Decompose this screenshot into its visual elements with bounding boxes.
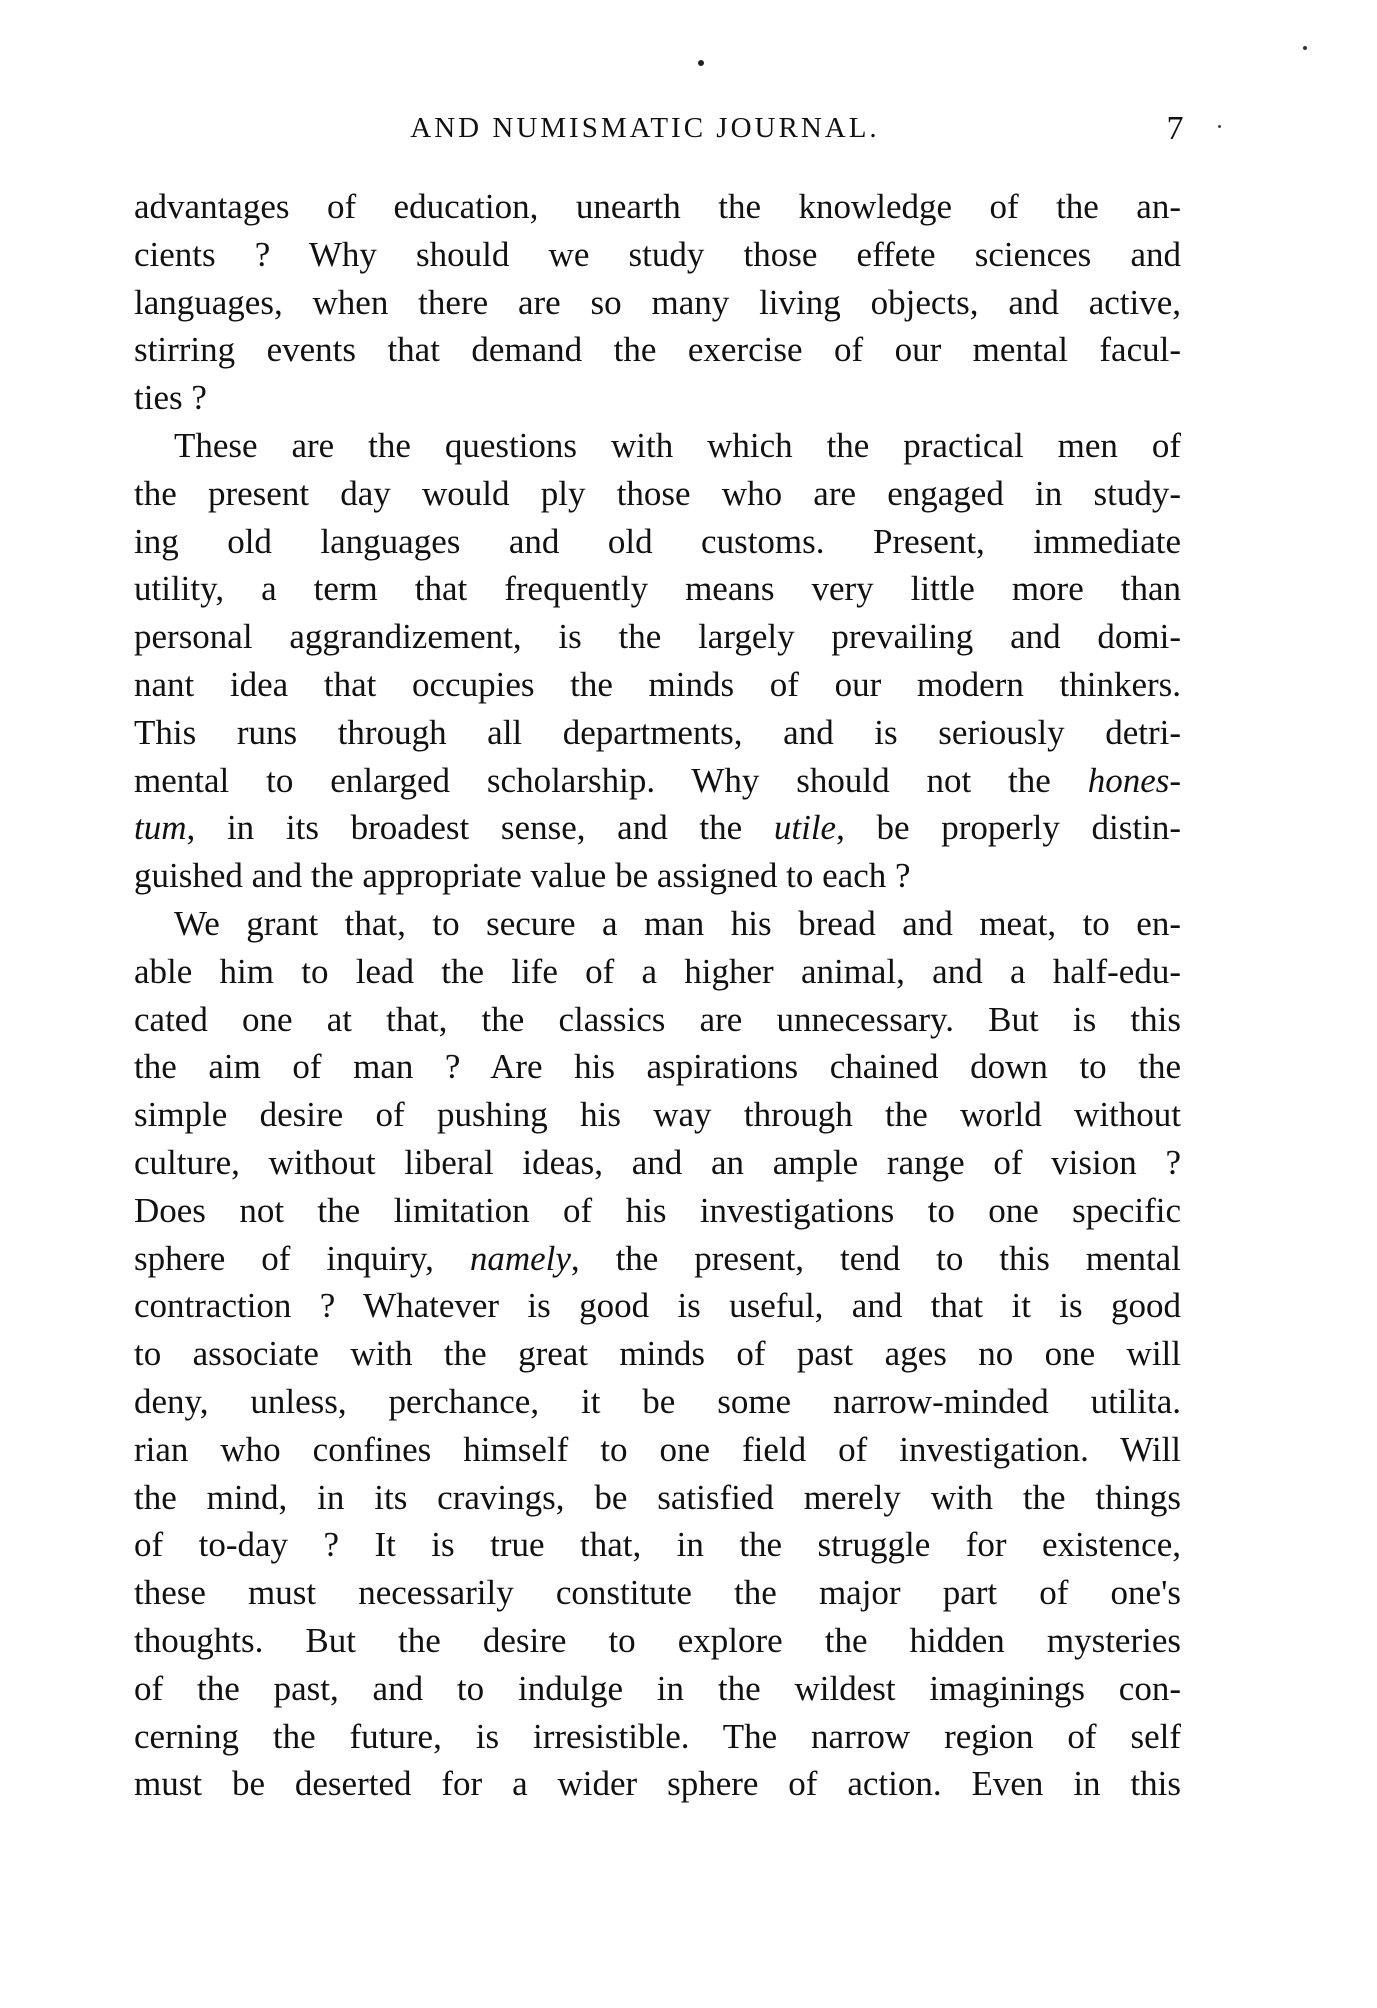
text-line xyxy=(134,1426,1181,1474)
text-line xyxy=(134,613,1181,661)
text-line xyxy=(134,279,1181,327)
text-segment: the mind, in its cravings, be satisfied merely with the things xyxy=(134,1477,1181,1517)
text-line xyxy=(134,1474,1181,1522)
text-line xyxy=(134,757,1181,805)
text-line xyxy=(134,183,1181,231)
text-line xyxy=(134,1760,1181,1808)
text-line xyxy=(134,1187,1181,1235)
text-segment: cients ? Why should we study those effete sciences and xyxy=(134,234,1181,274)
text-line xyxy=(134,326,1181,374)
text-segment: advantages of education, unearth the knowledge of the an- xyxy=(134,187,1181,226)
text-line xyxy=(134,1043,1181,1091)
italic-text: utile xyxy=(773,808,837,848)
text-line xyxy=(134,1378,1181,1426)
ink-speck xyxy=(1303,46,1307,50)
text-segment: of to-day ? It is true that, in the struggle for existence, xyxy=(134,1525,1181,1565)
text-segment: deny, unless, perchance, it be some narrow-minded utilita. xyxy=(134,1381,1181,1421)
text-segment: rian who confines himself to one field of investigation. Will xyxy=(134,1429,1181,1469)
text-segment: these must necessarily constitute the major part of one's xyxy=(134,1573,1181,1613)
text-line xyxy=(134,1521,1181,1569)
text-segment: simple desire of pushing his way through the world without xyxy=(134,1095,1181,1135)
text-line xyxy=(134,661,1181,709)
text-line xyxy=(134,1665,1181,1713)
text-line xyxy=(134,422,1181,470)
text-segment: , in its broadest sense, and the xyxy=(186,808,774,848)
italic-text: namely xyxy=(469,1238,571,1278)
text-segment: mental to enlarged scholarship. Why should not the xyxy=(134,760,1088,800)
text-segment: cerning the future, is irresistible. The narrow region of self xyxy=(134,1716,1181,1756)
text-segment: ing old languages and old customs. Present, immediate xyxy=(134,521,1181,561)
text-line xyxy=(134,996,1181,1044)
text-segment: utility, a term that frequently means very little more than xyxy=(134,569,1181,609)
text-segment: sphere of inquiry, xyxy=(134,1238,470,1278)
text-segment: the present day would ply those who are engaged in study- xyxy=(134,473,1181,513)
text-segment: thoughts. But the desire to explore the hidden mysteries xyxy=(134,1620,1181,1660)
ink-speck xyxy=(698,60,704,66)
text-line xyxy=(134,231,1181,279)
text-segment: , the present, tend to this mental xyxy=(570,1238,1181,1278)
text-line xyxy=(134,1091,1181,1139)
text-segment: , be properly distin- xyxy=(836,808,1181,848)
text-segment: the aim of man ? Are his aspirations chained down to the xyxy=(134,1047,1181,1087)
text-line xyxy=(134,1617,1181,1665)
text-line xyxy=(134,1713,1181,1761)
text-line xyxy=(134,565,1181,613)
text-segment: languages, when there are so many living objects, and active, xyxy=(134,282,1181,322)
text-line xyxy=(134,900,1181,948)
italic-text: hones- xyxy=(1087,760,1181,800)
text-segment: stirring events that demand the exercise of our mental facul- xyxy=(134,330,1181,370)
text-line xyxy=(134,1330,1181,1378)
text-segment: personal aggrandizement, is the largely prevailing and domi- xyxy=(134,617,1181,657)
text-line xyxy=(134,948,1181,996)
text-segment: able him to lead the life of a higher animal, and a half-edu- xyxy=(134,951,1181,991)
text-line xyxy=(134,1282,1181,1330)
text-line xyxy=(134,374,1181,422)
text-line xyxy=(134,709,1181,757)
text-segment: We grant that, to secure a man his bread and meat, to en- xyxy=(174,903,1181,943)
text-segment: culture, without liberal ideas, and an ample range of vision ? xyxy=(134,1142,1181,1182)
italic-text: tum xyxy=(134,808,187,848)
text-segment: contraction ? Whatever is good is useful, and that it is good xyxy=(134,1286,1181,1326)
ink-speck xyxy=(1218,125,1221,128)
text-line xyxy=(134,1569,1181,1617)
text-segment: of the past, and to indulge in the wildest imaginings con- xyxy=(134,1668,1181,1708)
text-segment: Does not the limitation of his investigations to one specific xyxy=(134,1190,1181,1230)
text-segment: guished and the appropriate value be assigned to each ? xyxy=(134,856,911,896)
text-line xyxy=(134,852,1181,900)
text-segment: to associate with the great minds of past ages no one will xyxy=(134,1334,1181,1374)
page-number: 7 xyxy=(1166,110,1184,147)
text-segment: must be deserted for a wider sphere of action. Even in this xyxy=(134,1764,1181,1804)
text-line xyxy=(134,1235,1181,1283)
text-line xyxy=(134,518,1181,566)
text-segment: ties ? xyxy=(134,378,207,418)
text-line xyxy=(134,1139,1181,1187)
running-head: AND NUMISMATIC JOURNAL. xyxy=(410,112,880,144)
text-segment: This runs through all departments, and is seriously detri- xyxy=(134,712,1181,752)
text-segment: cated one at that, the classics are unnecessary. But is this xyxy=(134,999,1181,1039)
body-text xyxy=(134,183,1181,1808)
text-segment: These are the questions with which the practical men of xyxy=(174,425,1181,465)
text-line xyxy=(134,804,1181,852)
text-segment: nant idea that occupies the minds of our modern thinkers. xyxy=(134,664,1181,704)
text-line xyxy=(134,470,1181,518)
